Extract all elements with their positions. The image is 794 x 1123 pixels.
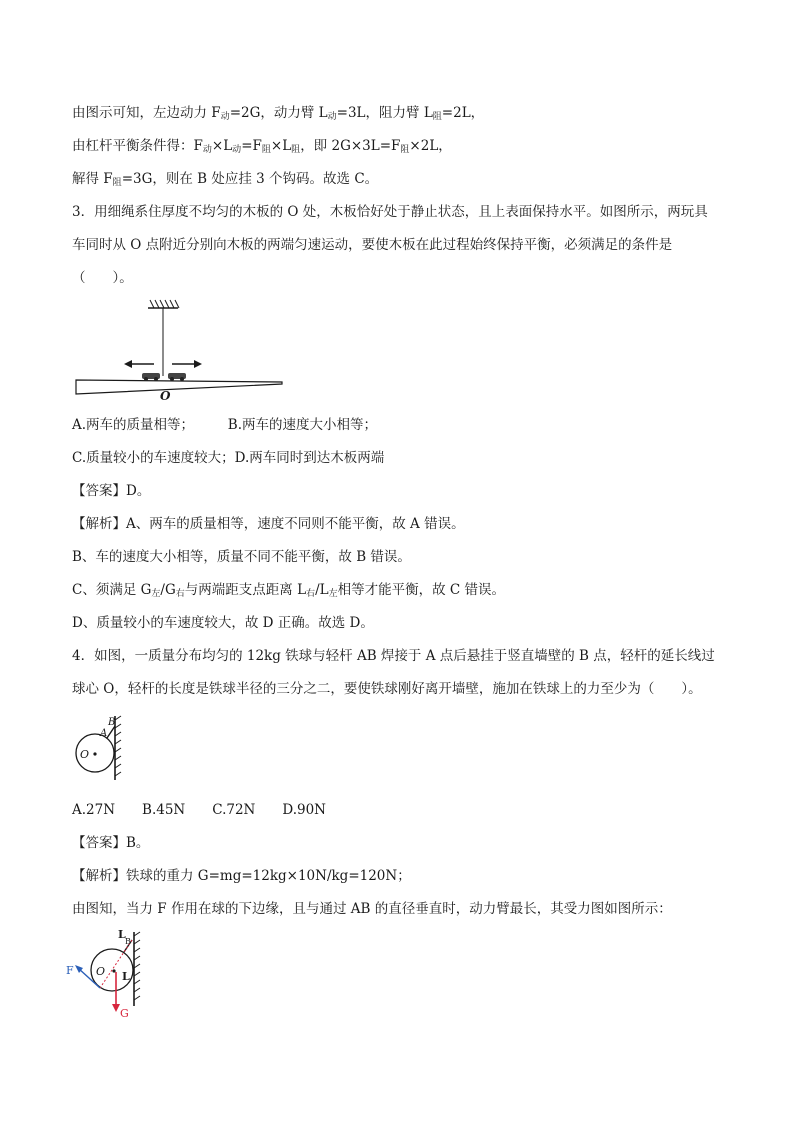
question-3-answer: 【答案】D。 <box>72 483 151 499</box>
subscript: 动 <box>327 112 337 122</box>
subscript: 阻 <box>432 112 442 122</box>
wall-hatch <box>134 932 140 1000</box>
subscript: 左 <box>328 589 338 599</box>
text: =F <box>241 138 262 154</box>
label-l2: L <box>122 970 130 983</box>
solution-line-2 <box>72 136 732 160</box>
force-diagram-figure <box>66 926 146 1018</box>
subscript: 阻 <box>291 145 301 155</box>
solution-line-3 <box>72 169 732 193</box>
question-3-options-2: C.质量较小的车速度较大；D.两车同时到达木板两端 <box>72 450 385 466</box>
text: /L <box>315 582 329 598</box>
plank <box>76 380 282 394</box>
label-o: O <box>96 965 106 978</box>
label-b: B <box>108 717 116 728</box>
text: 相等才能平衡，故 C 错误。 <box>337 582 506 598</box>
text: =3L，阻力臂 L <box>336 105 433 121</box>
pivot-label: O <box>160 389 171 403</box>
question-3-options-1: A.两车的质量相等； B.两车的速度大小相等； <box>72 417 378 433</box>
question-4-explanation-2: 由图知，当力 F 作用在球的下边缘，且与通过 AB 的直径垂直时，动力臂最长，其受力图如图所示： <box>72 901 672 917</box>
question-3-explanation-3 <box>72 580 732 604</box>
subscript: 阻 <box>261 145 271 155</box>
wall-hatch <box>115 716 121 776</box>
iron-ball-figure <box>72 712 132 784</box>
subscript: 动 <box>202 145 212 155</box>
ceiling-hatch <box>150 300 179 308</box>
label-g: G <box>120 1007 129 1018</box>
subscript: 阻 <box>112 178 122 188</box>
question-4-explanation-1: 【解析】铁球的重力 G=mg=12kg×10N/kg=120N； <box>72 868 411 884</box>
text: ×L <box>270 138 292 154</box>
text: /G <box>160 582 176 598</box>
question-4-line-2: 球心 O，轻杆的长度是铁球半径的三分之二，要使铁球刚好离开墙壁，施加在铁球上的力至少为（ ）。 <box>72 681 702 697</box>
subscript: 右 <box>175 589 185 599</box>
text: C、须满足 G <box>72 582 152 598</box>
subscript: 动 <box>220 112 230 122</box>
plank-figure <box>72 296 288 406</box>
question-3-explanation-4: D、质量较小的车速度较大，故 D 正确。故选 D。 <box>72 615 374 631</box>
question-3-line-2: 车同时从 O 点附近分别向木板的两端匀速运动，要使木板在此过程始终保持平衡，必须满足的条件是 <box>72 237 673 253</box>
text: ×2L， <box>409 138 452 154</box>
question-3-explanation-2: B、车的速度大小相等，质量不同不能平衡，故 B 错误。 <box>72 549 411 565</box>
label-b: B <box>125 937 131 946</box>
question-3-line-1: 3．用细绳系住厚度不均匀的木板的 O 处，木板恰好处于静止状态，且上表面保持水平。如图所示，两玩具 <box>72 204 708 220</box>
question-4-answer: 【答案】B。 <box>72 835 150 851</box>
arrow-right-icon <box>172 360 202 368</box>
arrow-left-icon <box>124 360 154 368</box>
text: =2G，动力臂 L <box>229 105 328 121</box>
solution-line-1 <box>72 103 732 127</box>
text: 解得 F <box>72 171 113 187</box>
ball-center-dot <box>112 969 115 972</box>
question-4-options: A.27N B.45N C.72N D.90N <box>72 802 326 818</box>
text: 与两端距支点距离 L <box>184 582 307 598</box>
label-f: F <box>66 964 74 977</box>
label-l1: L <box>118 928 126 941</box>
text: 由杠杆平衡条件得：F <box>72 138 203 154</box>
label-a: A <box>100 728 108 739</box>
text: 由图示可知，左边动力 F <box>72 105 221 121</box>
subscript: 右 <box>306 589 316 599</box>
question-4-line-1: 4．如图，一质量分布均匀的 12kg 铁球与轻杆 AB 焊接于 A 点后悬挂于竖直墙壁的 B 点，轻杆的延长线过 <box>72 648 715 664</box>
subscript: 动 <box>232 145 242 155</box>
toy-car-right <box>168 373 186 381</box>
text: =3G，则在 B 处应挂 3 个钩码。故选 C。 <box>121 171 379 187</box>
ball-center-dot <box>93 752 96 755</box>
subscript: 阻 <box>400 145 410 155</box>
label-o: O <box>80 748 90 761</box>
subscript: 左 <box>151 589 161 599</box>
text: =2L， <box>441 105 485 121</box>
toy-car-left <box>142 373 160 381</box>
text: ×L <box>211 138 233 154</box>
question-3-explanation-1: 【解析】A、两车的质量相等，速度不同则不能平衡，故 A 错误。 <box>72 516 465 532</box>
question-3-line-3: （ ）。 <box>72 270 133 286</box>
text: ，即 2G×3L=F <box>300 138 401 154</box>
